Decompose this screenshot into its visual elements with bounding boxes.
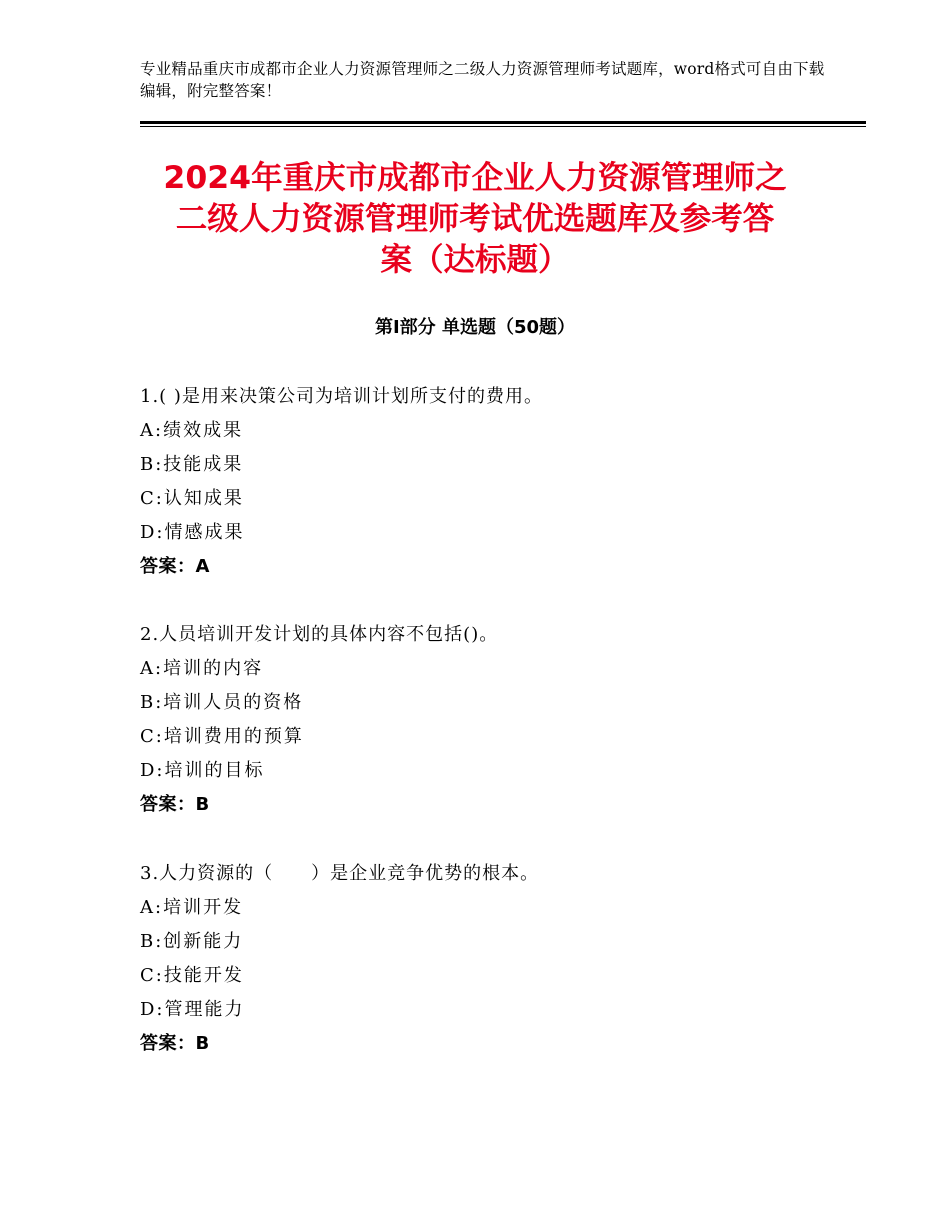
option-a: A:绩效成果: [140, 420, 244, 441]
question-stem: 3.人力资源的（ ）是企业竞争优势的根本。: [140, 863, 540, 884]
document-title: [120, 158, 830, 281]
title-line-2: 二级人力资源管理师考试优选题库及参考答: [175, 201, 775, 237]
option-d: D:情感成果: [140, 522, 245, 543]
section-title: 第Ⅰ部分 单选题（50题）: [374, 317, 575, 338]
option-c: C:技能开发: [140, 965, 244, 986]
option-c: C:培训费用的预算: [140, 726, 304, 747]
answer-label: 答案：A: [140, 556, 210, 577]
option-c: C:认知成果: [140, 488, 244, 509]
option-b: B:培训人员的资格: [140, 692, 304, 713]
option-a: A:培训开发: [140, 897, 244, 918]
question-stem: 2.人员培训开发计划的具体内容不包括()。: [140, 624, 499, 645]
option-d: D:培训的目标: [140, 760, 265, 781]
header-note: 专业精品重庆市成都市企业人力资源管理师之二级人力资源管理师考试题库，word格式可自由下载编辑，附完整答案！: [140, 60, 825, 100]
question-stem: 1.( )是用来决策公司为培训计划所支付的费用。: [140, 386, 543, 407]
option-a: A:培训的内容: [140, 658, 264, 679]
answer-label: 答案：B: [140, 794, 210, 815]
answer-label: 答案：B: [140, 1033, 210, 1054]
option-b: B:创新能力: [140, 931, 244, 952]
header-rule-thin: [140, 126, 866, 127]
option-d: D:管理能力: [140, 999, 245, 1020]
question-1: [140, 384, 840, 588]
title-line-3: 案（达标题）: [380, 242, 570, 278]
header-rule-thick: [140, 121, 866, 124]
title-line-1: 2024年重庆市成都市企业人力资源管理师之: [163, 160, 787, 196]
question-3: [140, 861, 840, 1065]
question-2: [140, 622, 840, 826]
option-b: B:技能成果: [140, 454, 244, 475]
